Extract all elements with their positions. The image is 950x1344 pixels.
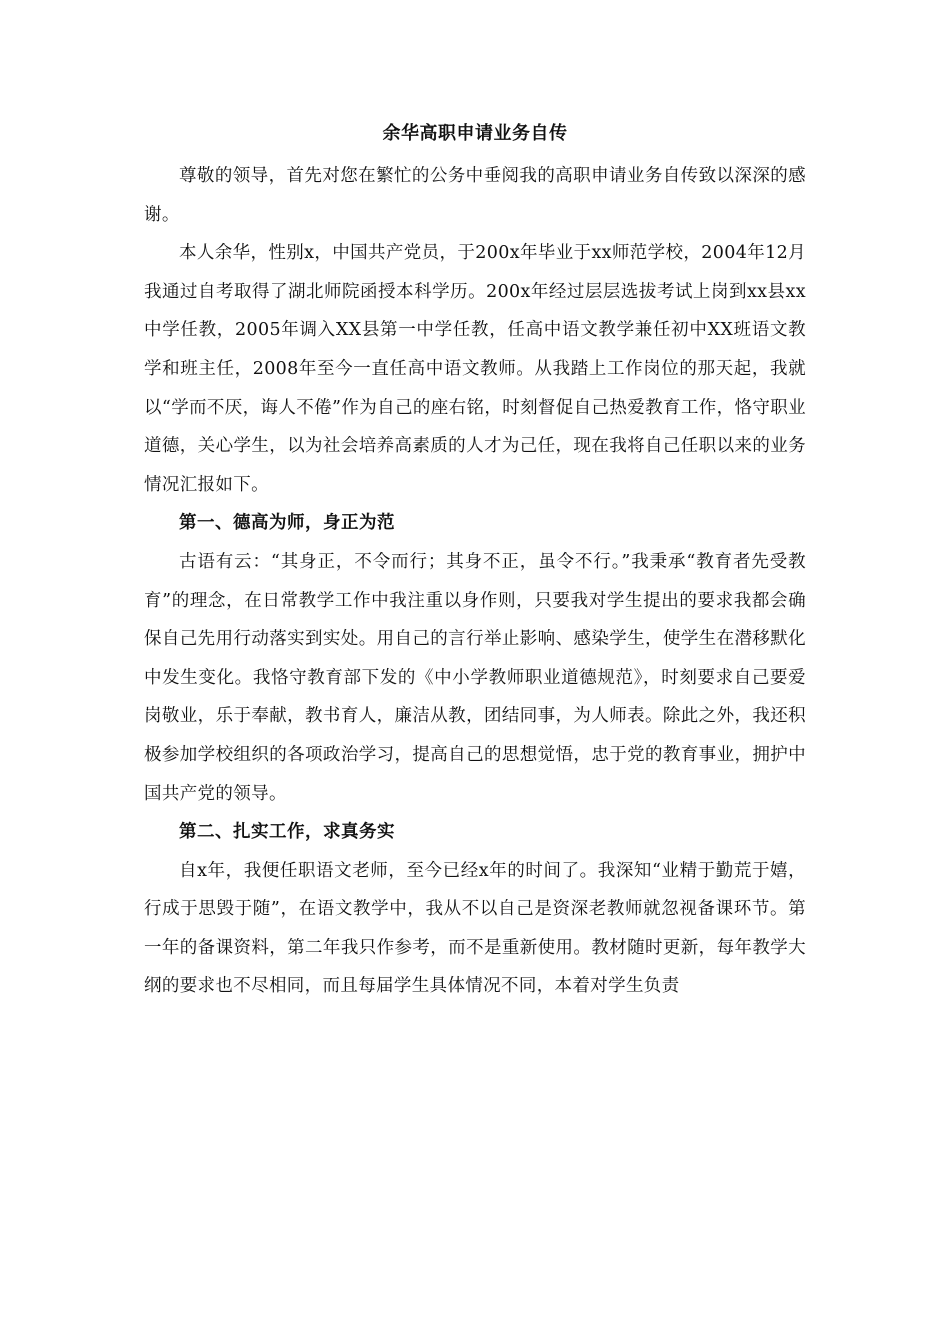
paragraph-section-1: 古语有云：“其身正，不令而行；其身不正，虽令不行。”我秉承“教育者先受教育”的理念，在日常教学工作中我注重以身作则，只要我对学生提出的要求我都会确保自己先用行动落实到实处。用自己的言行举止影响、感染学生，使学生在潜移默化中发生变化。我恪守教育部下发的《中小学教师职业道德规范》，时刻要求自己要爱岗敬业，乐于奉献，教书育人，廉洁从教，团结同事，为人师表。除此之外，我还积极参加学校组织的各项政治学习，提高自己的思想觉悟，忠于党的教育事业，拥护中国共产党的领导。 [144,551,806,804]
paragraph-greeting: 尊敬的领导，首先对您在繁忙的公务中垂阅我的高职申请业务自传致以深深的感谢。 [144,166,806,225]
section-heading-1: 第一、德高为师，身正为范 [179,513,395,534]
section-heading-2: 第二、扎实工作，求真务实 [179,822,395,843]
document-title: 余华高职申请业务自传 [382,123,568,144]
paragraph-section-2: 自x年，我便任职语文老师，至今已经x年的时间了。我深知“业精于勤荒于嬉，行成于思毁于随”，在语文教学中，我从不以自己是资深老教师就忽视备课环节。第一年的备课资料，第二年我只作参考，而不是重新使用。教材随时更新，每年教学大纲的要求也不尽相同，而且每届学生具体情况不同，本着对学生负责 [144,860,806,997]
paragraph-introduction: 本人余华，性别x，中国共产党员，于200x年毕业于xx师范学校，2004年12月我通过自考取得了湖北师院函授本科学历。200x年经过层层选拔考试上岗到xx县xx中学任教，2005年调入XX县第一中学任教，任高中语文教学兼任初中XX班语文教学和班主任，2008年至今一直任高中语文教师。从我踏上工作岗位的那天起，我就以“学而不厌，诲人不倦”作为自己的座右铭，时刻督促自己热爱教育工作，恪守职业道德，关心学生，以为社会培养高素质的人才为己任，现在我将自己任职以来的业务情况汇报如下。 [144,243,806,495]
document-body [144,115,806,1006]
